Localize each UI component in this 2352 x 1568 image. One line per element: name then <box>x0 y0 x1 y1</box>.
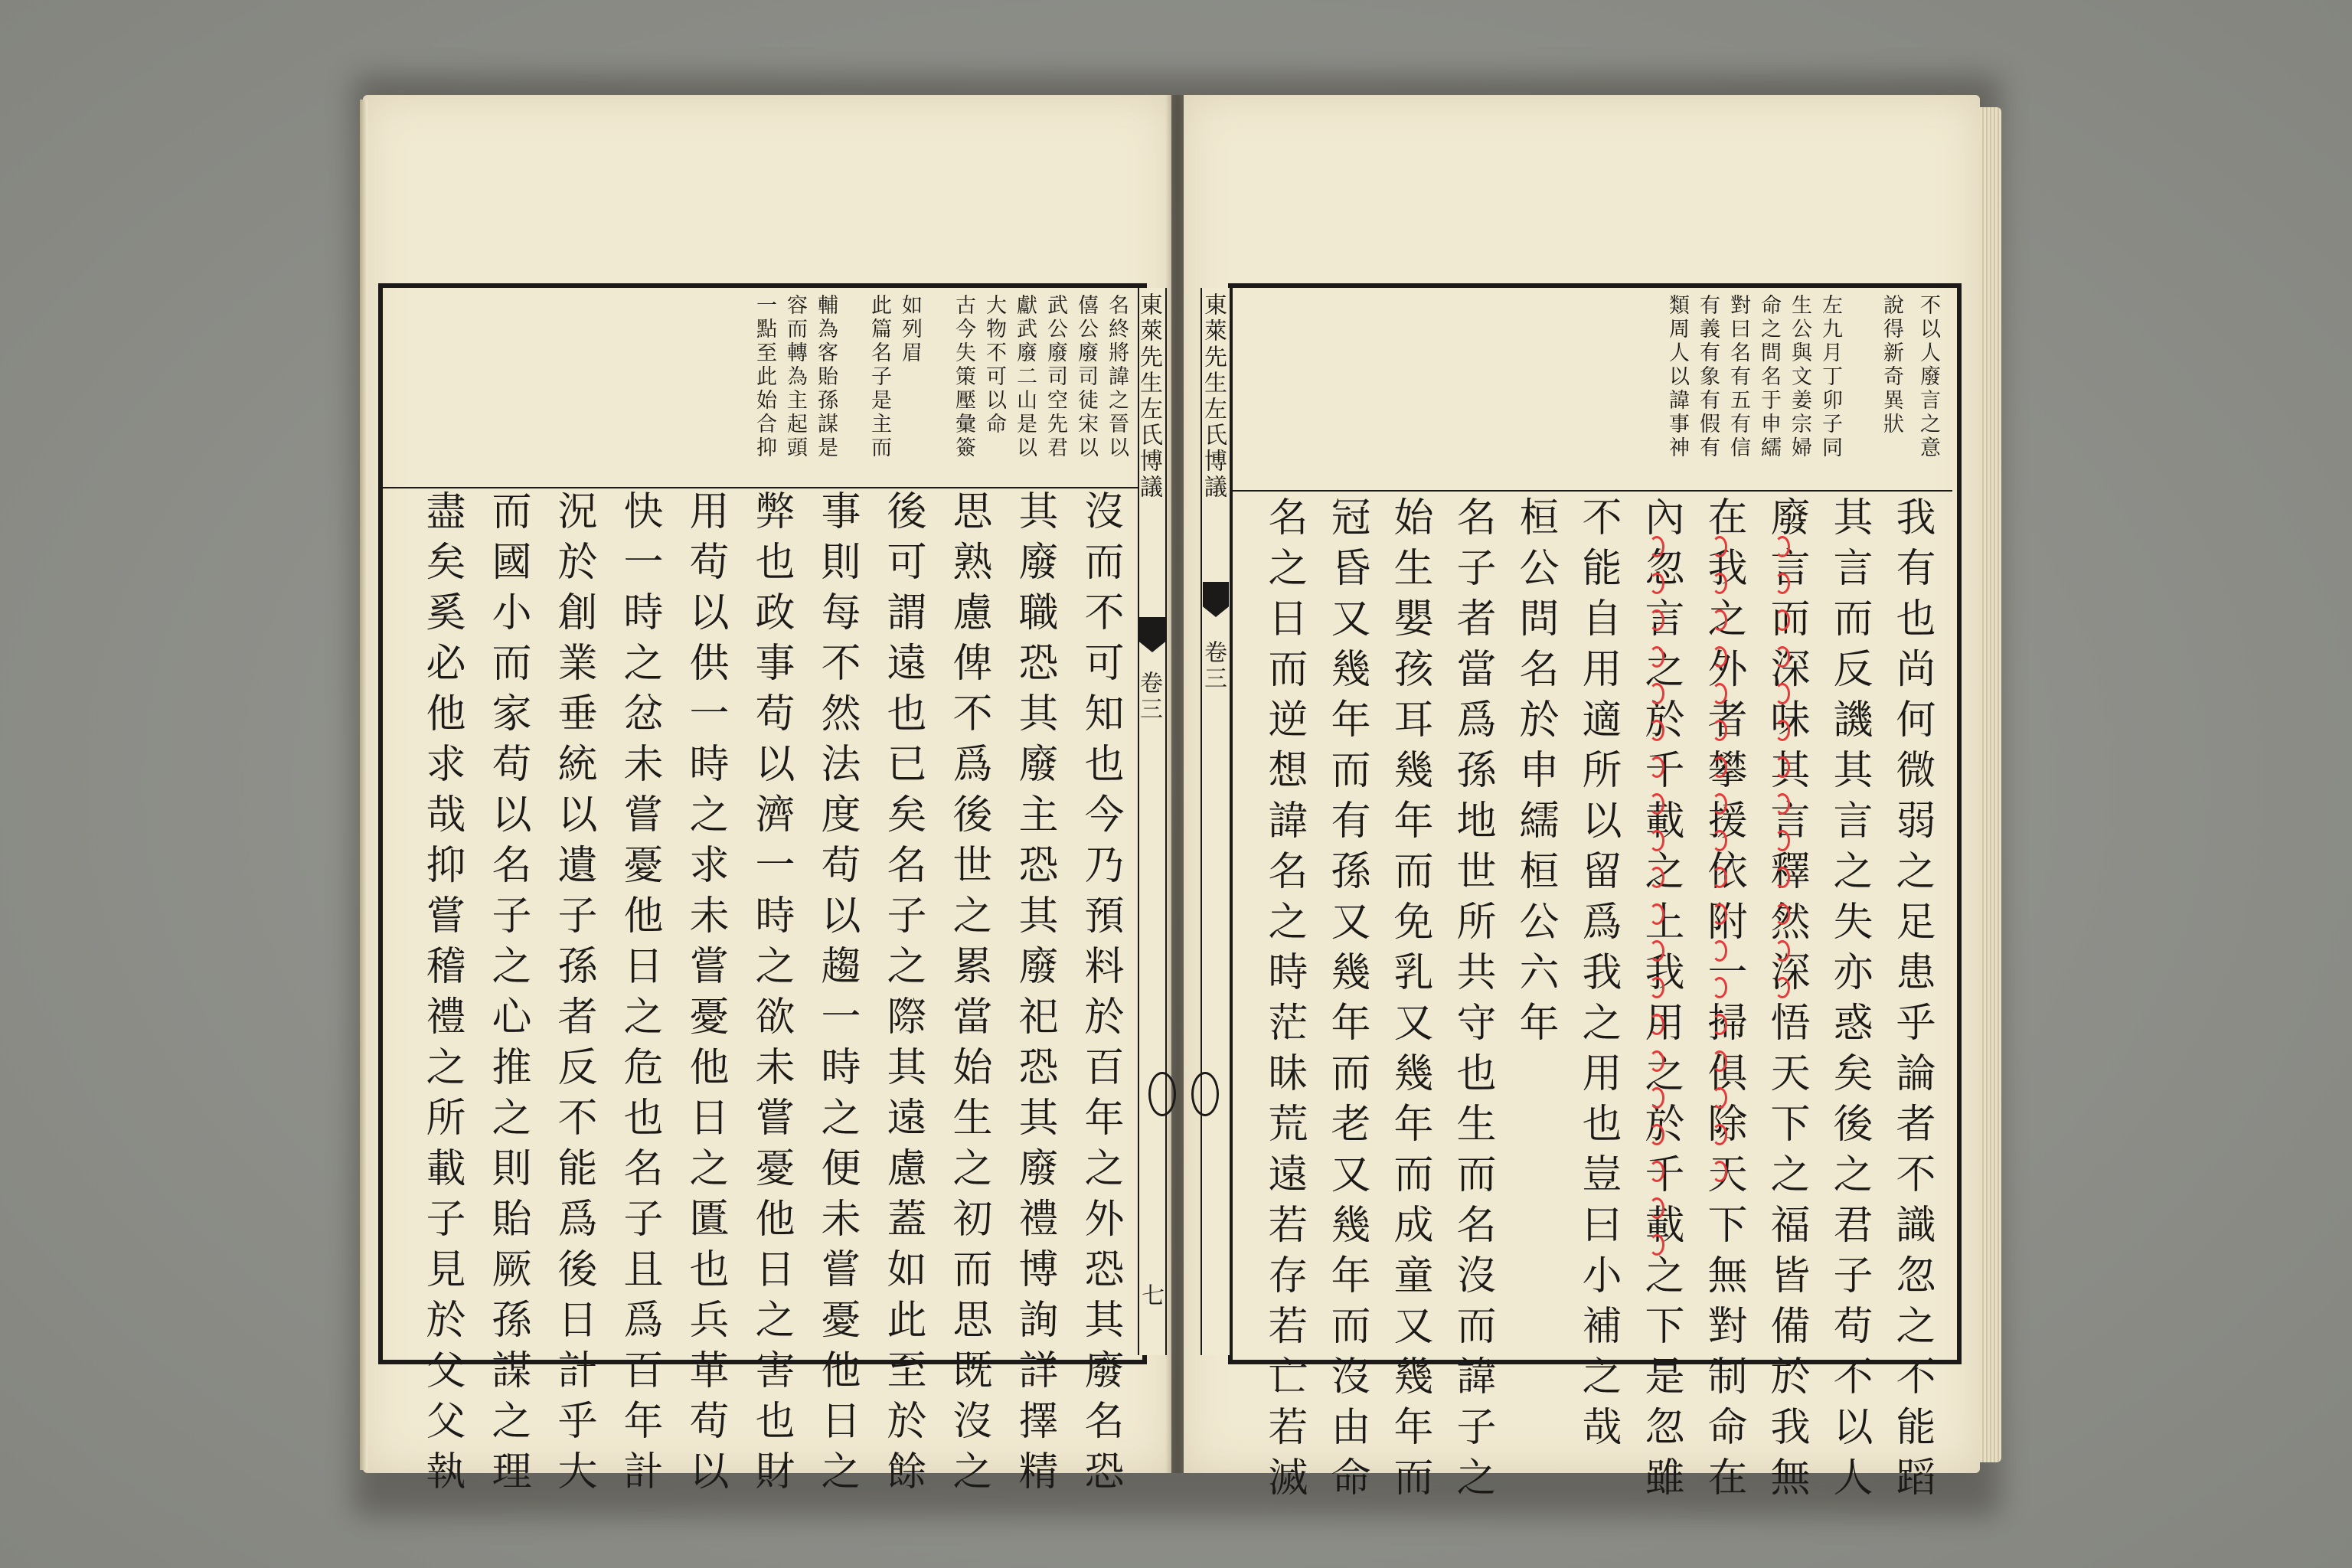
red-circle-mark <box>1712 536 1727 557</box>
red-circle-mark <box>1775 573 1790 594</box>
red-circle-mark <box>1649 1014 1664 1035</box>
head-note: 不以人廢言之意 <box>1916 294 1940 460</box>
right-hanshin-column <box>1200 288 1231 1355</box>
right-binding-thread <box>1191 1072 1219 1116</box>
left-page-edge <box>360 100 368 1470</box>
left-head-rule <box>383 487 1138 488</box>
red-circle-mark <box>1712 1087 1727 1109</box>
left-binding-thread <box>1148 1072 1176 1116</box>
head-note: 武公廢司空先君 <box>1044 294 1067 460</box>
head-note: 容而轉為主起頭 <box>783 294 807 460</box>
red-circle-mark <box>1775 830 1790 851</box>
head-note: 輔為客貽孫謀是 <box>814 294 838 460</box>
left-head-notes <box>398 294 1133 485</box>
red-circle-mark <box>1712 1161 1727 1182</box>
red-circle-mark <box>1649 756 1664 778</box>
red-circle-mark <box>1649 683 1664 704</box>
text-column: 我有也尚何微弱之足患乎論者不識忽之不能蹈 <box>1889 496 1935 1507</box>
red-circle-mark <box>1775 903 1790 925</box>
left-main-text <box>398 490 1133 1501</box>
red-circle-mark <box>1775 977 1790 998</box>
red-circle-mark <box>1712 903 1727 925</box>
red-circle-mark <box>1712 977 1727 998</box>
red-circle-mark <box>1649 977 1664 998</box>
red-emphasis-marks <box>1775 536 1790 998</box>
left-folio: 七 <box>1137 1283 1164 1309</box>
text-column: 況於創業垂統以遺子孫者反不能爲後日計乎大 <box>550 490 596 1501</box>
red-circle-mark <box>1775 720 1790 741</box>
red-emphasis-marks <box>1649 536 1664 1256</box>
red-circle-mark <box>1712 867 1727 888</box>
red-circle-mark <box>1712 940 1727 962</box>
left-volume-label: 卷三 <box>1135 671 1162 723</box>
red-circle-mark <box>1775 683 1790 704</box>
red-circle-mark <box>1649 903 1664 925</box>
head-note: 類周人以諱事神 <box>1665 294 1689 460</box>
red-circle-mark <box>1775 793 1790 815</box>
text-column: 廢言而深味其言釋然深悟天下之福皆備於我無 <box>1763 496 1809 1507</box>
red-circle-mark <box>1712 683 1727 704</box>
red-emphasis-marks <box>1712 536 1727 1182</box>
text-column: 思熟慮俾不爲後世之累當始生之初而思既沒之 <box>946 490 991 1501</box>
head-note: 大物不可以命 <box>982 294 1006 436</box>
red-circle-mark <box>1712 1050 1727 1072</box>
text-column: 名之日而逆想諱名之時茫昧荒遠若存若亡若滅 <box>1261 496 1307 1507</box>
red-circle-mark <box>1712 646 1727 668</box>
head-note: 如列眉 <box>898 294 922 365</box>
text-column: 在我之外者攀援依附一掃俱除天下無對制命在 <box>1700 496 1746 1507</box>
text-column: 內忽言之於千載之上我用之於千載之下是忽雖 <box>1638 496 1684 1507</box>
red-circle-mark <box>1775 609 1790 631</box>
head-note: 僖公廢司徒宋以 <box>1074 294 1098 460</box>
red-circle-mark <box>1649 1161 1664 1182</box>
text-column: 而國小而家苟以名子之心推之則貽厥孫謀之理 <box>485 490 531 1501</box>
left-spine-title: 東萊先生左氏博議 <box>1135 292 1162 501</box>
head-note: 此篇名子是主而 <box>867 294 891 460</box>
right-page-edge <box>1980 107 2001 1462</box>
head-note: 說得新奇異狀 <box>1880 294 1903 436</box>
head-note: 有義有象有假有 <box>1696 294 1720 460</box>
head-note: 名終將諱之晉以 <box>1105 294 1129 460</box>
red-circle-mark <box>1649 1197 1664 1219</box>
red-circle-mark <box>1649 573 1664 594</box>
text-column: 其廢職恐其廢主恐其廢祀恐其廢禮博詢詳擇精 <box>1011 490 1057 1501</box>
red-circle-mark <box>1775 756 1790 778</box>
text-column: 沒而不可知也今乃預料於百年之外恐其廢名恐 <box>1077 490 1123 1501</box>
red-circle-mark <box>1649 830 1664 851</box>
right-volume-label: 卷三 <box>1200 640 1227 692</box>
red-circle-mark <box>1712 1014 1727 1035</box>
head-note: 獻武廢二山是以 <box>1013 294 1037 460</box>
red-circle-mark <box>1649 1087 1664 1109</box>
red-circle-mark <box>1649 940 1664 962</box>
text-column: 始生嬰孩耳幾年而免乳又幾年而成童又幾年而 <box>1387 496 1432 1507</box>
red-circle-mark <box>1712 609 1727 631</box>
left-hanshin-column <box>1135 288 1167 1355</box>
red-circle-mark <box>1649 609 1664 631</box>
red-circle-mark <box>1712 793 1727 815</box>
red-circle-mark <box>1775 536 1790 557</box>
text-column: 不能自用適所以留爲我之用也豈曰小補之哉 <box>1575 496 1621 1456</box>
text-column: 名子者當爲孫地世所共守也生而名沒而諱子之 <box>1449 496 1495 1507</box>
red-circle-mark <box>1649 867 1664 888</box>
red-circle-mark <box>1712 1124 1727 1145</box>
left-fish-tail-mark <box>1139 617 1165 652</box>
head-note: 古今失策壓彙簽 <box>952 294 975 460</box>
red-circle-mark <box>1775 646 1790 668</box>
red-circle-mark <box>1775 940 1790 962</box>
text-column: 桓公問名於申繻桓公六年 <box>1512 496 1558 1052</box>
red-circle-mark <box>1712 756 1727 778</box>
red-circle-mark <box>1649 1124 1664 1145</box>
red-circle-mark <box>1649 793 1664 815</box>
text-column: 事則每不然法度苟以趨一時之便未嘗憂他日之 <box>814 490 860 1501</box>
text-column: 快一時之忿未嘗憂他日之危也名子且爲百年計 <box>616 490 662 1501</box>
head-note: 一點至此始合抑 <box>753 294 776 460</box>
text-column: 其言而反譏其言之失亦惑矣後之君子苟不以人 <box>1826 496 1872 1507</box>
head-note: 對曰名有五有信 <box>1726 294 1750 460</box>
red-circle-mark <box>1649 1050 1664 1072</box>
text-column: 弊也政事苟以濟一時之欲未嘗憂他日之害也財 <box>748 490 794 1501</box>
red-circle-mark <box>1649 536 1664 557</box>
red-circle-mark <box>1649 646 1664 668</box>
right-head-notes <box>1240 294 1945 485</box>
text-column: 用苟以供一時之求未嘗憂他日之匱也兵革苟以 <box>682 490 728 1501</box>
red-circle-mark <box>1649 720 1664 741</box>
right-spine-title: 東萊先生左氏博議 <box>1200 292 1227 501</box>
red-circle-mark <box>1712 573 1727 594</box>
red-circle-mark <box>1649 1234 1664 1256</box>
text-column: 冠昏又幾年而有孫又幾年而老又幾年而沒由命 <box>1324 496 1370 1507</box>
text-column: 後可謂遠也已矣名子之際其遠慮蓋如此至於餘 <box>880 490 926 1501</box>
right-head-rule <box>1233 490 1952 492</box>
right-fish-tail-mark <box>1203 582 1229 617</box>
text-column: 盡矣奚必他求哉抑嘗稽禮之所載子見於父父執 <box>419 490 465 1501</box>
head-note: 生公與文姜宗婦 <box>1788 294 1811 460</box>
head-note: 命之問名于申繻 <box>1757 294 1781 460</box>
red-circle-mark <box>1712 720 1727 741</box>
red-circle-mark <box>1775 867 1790 888</box>
right-main-text <box>1240 496 1945 1507</box>
head-note: 左九月丁卯子同 <box>1818 294 1842 460</box>
red-circle-mark <box>1712 830 1727 851</box>
